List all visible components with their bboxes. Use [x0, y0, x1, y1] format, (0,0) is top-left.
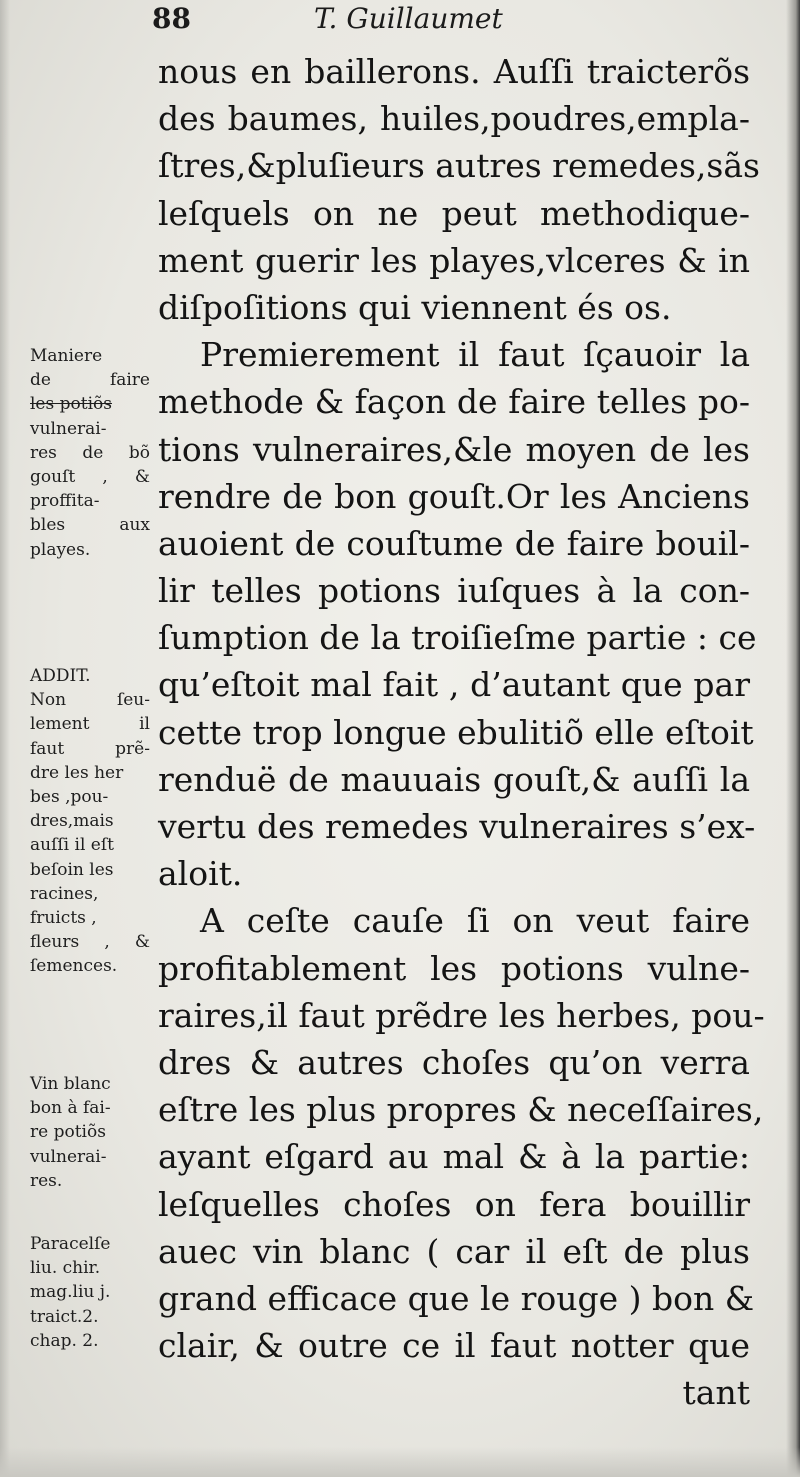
- text-line: diſpoſitions qui viennent és os.: [158, 287, 672, 327]
- text-line: aloit.: [158, 854, 243, 894]
- margin-note-line: gouſt , &: [30, 466, 150, 487]
- margin-note-line: playes.: [30, 539, 91, 560]
- margin-note-line: fruicts ,: [30, 907, 97, 928]
- margin-note-line: Non ſeu-: [30, 690, 150, 711]
- text-line: tions vulneraires,&le moyen de les: [158, 429, 750, 469]
- margin-note-line: res.: [30, 1170, 63, 1191]
- margin-note-line: fleurs , &: [30, 932, 150, 953]
- running-head: T. Guillaumet: [314, 2, 503, 35]
- text-line: clair, & outre ce il faut notter que: [158, 1326, 750, 1366]
- paragraph-start-line: A ceſte cauſe ſi on veut faire: [200, 901, 750, 941]
- margin-note-line: dre les her: [30, 762, 124, 783]
- text-line: qu’eſtoit mal fait , d’autant que par: [158, 665, 750, 705]
- text-line: ſtres,&pluſieurs autres remedes,sãs: [158, 146, 760, 186]
- text-line: vertu des remedes vulneraires s’ex-: [158, 807, 756, 846]
- margin-note-paracelse: [30, 1232, 150, 1353]
- text-line: renduë de mauuais gouſt,& auſſi la: [158, 759, 750, 799]
- margin-note-line: beſoin les: [30, 859, 114, 880]
- page-gutter-shadow: [0, 0, 10, 1477]
- margin-note-line: chap. 2.: [30, 1330, 99, 1351]
- margin-note-line: vulnerai-: [30, 418, 107, 439]
- text-line: auec vin blanc ( car il eſt de plus: [158, 1231, 750, 1271]
- text-line: dres & autres choſes qu’on verra: [158, 1042, 750, 1082]
- margin-note-line: de faire: [30, 370, 150, 391]
- margin-note-line: les potiõs: [30, 394, 112, 415]
- margin-note-line: mag.liu j.: [30, 1282, 111, 1303]
- text-line: profitablement les potions vulne-: [158, 948, 750, 988]
- margin-note-line: vulnerai-: [30, 1146, 107, 1167]
- text-line: ment guerir les playes,vlceres & in: [158, 240, 750, 280]
- margin-note-line: lement il: [30, 714, 150, 735]
- margin-note-vin-blanc: [30, 1072, 150, 1193]
- paragraph-start-line: Premierement il faut ſçauoir la: [200, 335, 750, 375]
- text-line: grand efficace que le rouge ) bon &: [158, 1278, 755, 1318]
- margin-note-maniere: [30, 344, 150, 562]
- margin-note-line: re potiõs: [30, 1122, 106, 1143]
- text-line: leſquels on ne peut methodique-: [158, 193, 750, 233]
- text-line: lir telles potions iuſques à la con-: [158, 571, 750, 611]
- margin-note-line: bes ,pou-: [30, 786, 109, 807]
- margin-note-line: auſſi il eſt: [30, 835, 114, 856]
- margin-note-line: Paracelſe: [30, 1234, 111, 1254]
- text-line: ſumption de la troiſieſme partie : ce: [158, 618, 757, 658]
- text-line: raires,il faut prẽdre les herbes, pou-: [158, 995, 765, 1035]
- text-line: ayant eſgard au mal & à la partie:: [158, 1137, 750, 1177]
- margin-note-line: ſemences.: [30, 956, 118, 977]
- page-bottom-shadow: [0, 1447, 800, 1477]
- margin-note-line: traict.2.: [30, 1306, 99, 1327]
- text-line: methode & façon de faire telles po-: [158, 382, 750, 422]
- margin-note-line: proffita-: [30, 491, 100, 512]
- text-line: eſtre les plus propres & neceſſaires,: [158, 1090, 764, 1130]
- text-line: cette trop longue ebulitiõ elle eſtoit: [158, 712, 754, 752]
- text-line: leſquelles choſes on fera bouillir: [158, 1184, 750, 1224]
- main-text-block: [158, 48, 765, 1416]
- text-line: des baumes, huiles,poudres,empla-: [158, 99, 750, 139]
- margin-note-line: res de bõ: [30, 442, 150, 463]
- margin-note-line: dres,mais: [30, 811, 114, 832]
- margin-note-line: Maniere: [30, 346, 103, 366]
- margin-note-line: liu. chir.: [30, 1258, 101, 1279]
- margin-note-line: bon à fai-: [30, 1098, 111, 1119]
- margin-note-line: bles aux: [30, 515, 150, 536]
- text-line: nous en baillerons. Auſſi traicterõs: [158, 52, 750, 91]
- page-number: 88: [152, 2, 191, 35]
- text-line: auoient de couſtume de faire bouil-: [158, 523, 750, 563]
- margin-note-line: faut prẽ-: [30, 738, 150, 759]
- margin-note-line: Vin blanc: [30, 1074, 111, 1094]
- margin-note-line: racines,: [30, 883, 99, 904]
- margin-note-line: ADDIT.: [30, 666, 91, 686]
- catchword: tant: [682, 1373, 750, 1413]
- margin-note-addit: [30, 664, 150, 978]
- page-edge-shadow: [786, 0, 800, 1477]
- text-line: rendre de bon gouſt.Or les Anciens: [158, 476, 750, 516]
